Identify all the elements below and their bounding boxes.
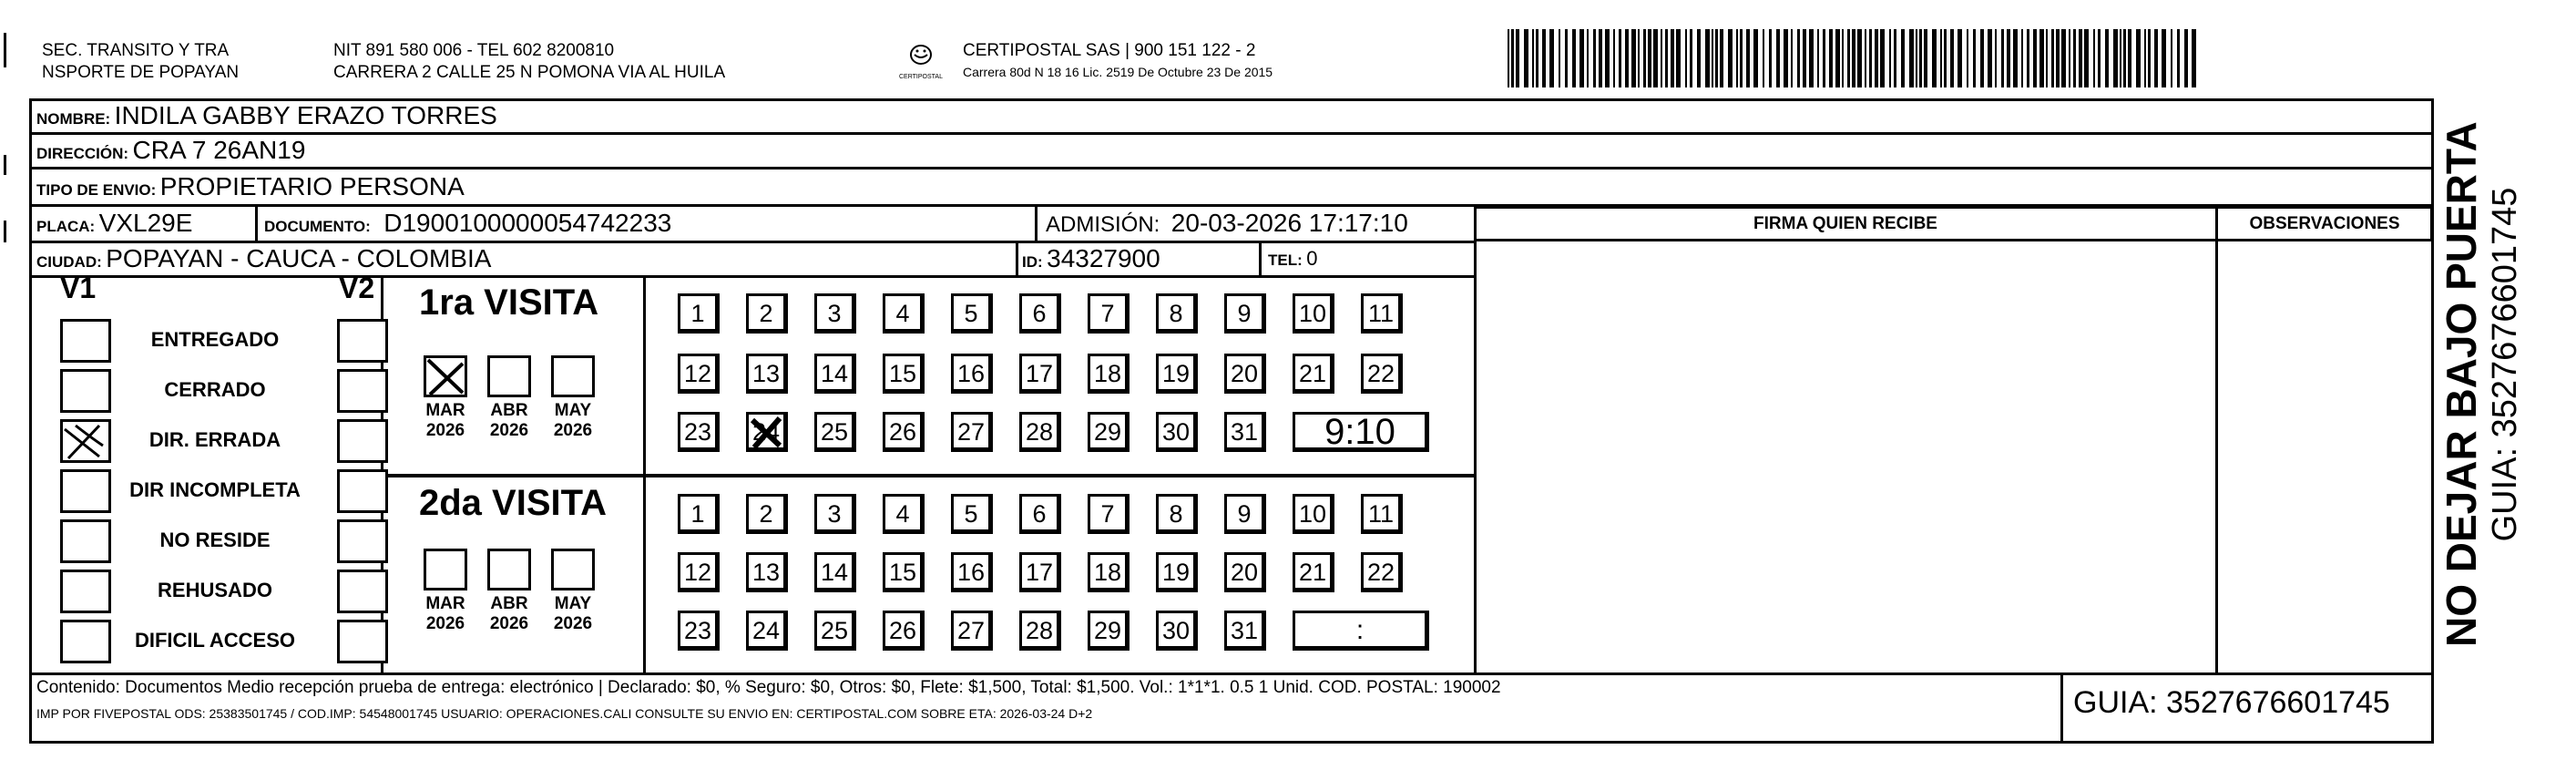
- svg-text:CERTIPOSTAL: CERTIPOSTAL: [899, 74, 943, 80]
- day-box[interactable]: 19: [1156, 552, 1198, 592]
- barcode-bar: [1549, 29, 1554, 87]
- barcode-bar: [1797, 29, 1800, 87]
- day-box[interactable]: 1: [678, 293, 720, 334]
- day-box[interactable]: 25: [814, 412, 856, 452]
- barcode-bar: [2113, 29, 2118, 87]
- day-box[interactable]: 8: [1156, 494, 1198, 534]
- barcode-bar: [1728, 29, 1733, 87]
- day-box[interactable]: 13: [746, 552, 788, 592]
- margin-mark: [4, 155, 6, 175]
- x-mark-icon: [749, 415, 785, 449]
- barcode-bar: [1648, 29, 1651, 87]
- barcode-bar: [1516, 29, 1519, 87]
- row-line: [29, 275, 1476, 278]
- barcode-bar: [1685, 29, 1687, 87]
- col-line: [1016, 241, 1018, 275]
- barcode-bar: [1676, 29, 1681, 87]
- barcode-bar: [2154, 29, 2158, 87]
- month-checkbox[interactable]: [424, 549, 467, 590]
- barcode-bar: [1631, 29, 1636, 87]
- barcode-bar: [2021, 29, 2023, 87]
- barcode-bar: [1559, 29, 1560, 87]
- barcode-bar: [1665, 29, 1668, 87]
- day-box[interactable]: 12: [678, 552, 720, 592]
- admision-value: 20-03-2026 17:17:10: [1170, 209, 1408, 237]
- placa-row: [36, 206, 192, 241]
- side-guia: GUIA: 3527676601745: [2486, 187, 2524, 542]
- day-box[interactable]: 28: [1019, 412, 1061, 452]
- day-box[interactable]: 14: [814, 354, 856, 394]
- day-box[interactable]: 11: [1361, 293, 1403, 334]
- nombre-value: INDILA GABBY ERAZO TORRES: [114, 101, 497, 129]
- reason-label: CERRADO: [164, 378, 266, 401]
- margin-mark: [4, 33, 6, 67]
- col-line: [255, 204, 258, 241]
- day-box[interactable]: 5: [951, 293, 993, 334]
- barcode-bar: [1809, 29, 1814, 87]
- nombre-label: NOMBRE:: [36, 110, 111, 128]
- barcode-bar: [1753, 29, 1758, 87]
- barcode-bar: [2123, 29, 2126, 87]
- barcode-bar: [1980, 29, 1984, 87]
- barcode-bar: [1638, 29, 1640, 87]
- v2-checkbox[interactable]: [337, 469, 388, 513]
- admision-label: ADMISIÓN:: [1046, 212, 1160, 237]
- nit-line: NIT 891 580 006 - TEL 602 8200810: [333, 41, 615, 60]
- month-label: MAY 2026: [553, 594, 593, 633]
- barcode-bar: [1690, 29, 1692, 87]
- first-visit-title: 1ra VISITA: [419, 282, 599, 323]
- barcode-bar: [1869, 29, 1872, 87]
- barcode-bar: [2027, 29, 2029, 87]
- barcode-bar: [1842, 29, 1844, 87]
- day-box[interactable]: 16: [951, 354, 993, 394]
- barcode-bar: [2120, 29, 2121, 87]
- day-box[interactable]: 22: [1361, 552, 1403, 592]
- ciudad-value: POPAYAN - CAUCA - COLOMBIA: [106, 244, 492, 272]
- day-box[interactable]: 9: [1224, 293, 1266, 334]
- courier-info: [963, 40, 1436, 82]
- barcode-bar: [1776, 29, 1780, 87]
- day-box[interactable]: 22: [1361, 354, 1403, 394]
- reason-label: DIR. ERRADA: [148, 428, 281, 451]
- direccion-value: CRA 7 26AN19: [132, 136, 306, 164]
- day-box[interactable]: 11: [1361, 494, 1403, 534]
- margin-mark: [4, 221, 6, 242]
- day-box[interactable]: 6: [1019, 293, 1061, 334]
- v1-checkbox[interactable]: [60, 369, 111, 413]
- col-line: [1474, 204, 1477, 672]
- documento-value: D1900100000054742233: [383, 209, 672, 237]
- day-box[interactable]: 17: [1019, 552, 1061, 592]
- v1-checkbox[interactable]: [60, 519, 111, 563]
- day-box[interactable]: 5: [951, 494, 993, 534]
- day-box[interactable]: 3: [814, 494, 856, 534]
- time-box[interactable]: 9:10: [1293, 412, 1429, 452]
- barcode-bar: [1740, 29, 1743, 87]
- barcode-bar: [1625, 29, 1629, 87]
- row-line: [29, 132, 2434, 135]
- barcode-bar: [1579, 29, 1584, 87]
- barcode-bar: [2128, 29, 2131, 87]
- day-box[interactable]: 18: [1088, 552, 1130, 592]
- direccion-label: DIRECCIÓN:: [36, 145, 129, 162]
- barcode-bar: [2192, 29, 2196, 87]
- barcode-bar: [1909, 29, 1914, 87]
- v1-checkbox[interactable]: [60, 419, 111, 463]
- reason-label: DIR INCOMPLETA: [129, 478, 301, 501]
- barcode-bar: [1835, 29, 1840, 87]
- side-warning: NO DEJAR BAJO PUERTA: [2438, 121, 2485, 647]
- id-cell: [1022, 241, 1160, 275]
- barcode-bar: [1532, 29, 1534, 87]
- sender-org-line1: SEC. TRANSITO Y TRA: [42, 41, 230, 60]
- day-box[interactable]: 9: [1224, 494, 1266, 534]
- id-label: ID:: [1022, 253, 1043, 271]
- barcode-bar: [1619, 29, 1621, 87]
- row-line: [1474, 239, 2434, 241]
- month-checkbox[interactable]: [551, 355, 595, 397]
- day-box[interactable]: 23: [678, 611, 720, 651]
- day-box[interactable]: 13: [746, 354, 788, 394]
- id-value: 34327900: [1047, 244, 1160, 272]
- day-box[interactable]: 31: [1224, 611, 1266, 651]
- barcode-bar: [1944, 29, 1947, 87]
- day-box[interactable]: 29: [1088, 412, 1130, 452]
- footer-content: [36, 676, 2054, 727]
- barcode-bar: [1803, 29, 1806, 87]
- second-visit-title: 2da VISITA: [419, 483, 607, 523]
- day-box[interactable]: 25: [814, 611, 856, 651]
- day-box[interactable]: 14: [814, 552, 856, 592]
- sender-contact: [333, 40, 916, 84]
- tel-value: 0: [1306, 247, 1318, 270]
- ciudad-label: CIUDAD:: [36, 253, 102, 271]
- v1-checkbox[interactable]: [60, 469, 111, 513]
- barcode-bar: [1847, 29, 1850, 87]
- barcode-bar: [1916, 29, 1917, 87]
- reason-label: REHUSADO: [158, 579, 272, 601]
- day-box[interactable]: 1: [678, 494, 720, 534]
- barcode-bar: [1587, 29, 1589, 87]
- barcode-bar: [1958, 29, 1962, 87]
- day-box[interactable]: 20: [1224, 552, 1266, 592]
- barcode-bar: [2039, 29, 2044, 87]
- reason-label: DIFICIL ACCESO: [134, 629, 295, 652]
- month-checkbox[interactable]: [487, 355, 531, 397]
- barcode-bar: [1865, 29, 1866, 87]
- barcode-bar: [1932, 29, 1937, 87]
- barcode-bar: [2084, 29, 2089, 87]
- barcode-bar: [1857, 29, 1862, 87]
- day-box[interactable]: 17: [1019, 354, 1061, 394]
- barcode-bar: [1736, 29, 1738, 87]
- barcode-bar: [2093, 29, 2095, 87]
- barcode-bar: [1880, 29, 1885, 87]
- placa-label: PLACA:: [36, 218, 96, 235]
- day-box[interactable]: 27: [951, 611, 993, 651]
- direccion-row: [36, 134, 305, 167]
- day-box[interactable]: 4: [883, 494, 925, 534]
- address-line: CARRERA 2 CALLE 25 N POMONA VIA AL HUILA: [333, 63, 726, 82]
- barcode-bar: [1919, 29, 1922, 87]
- barcode-bar: [2105, 29, 2109, 87]
- barcode-bar: [1524, 29, 1528, 87]
- day-box[interactable]: 21: [1293, 354, 1334, 394]
- tipo-row: [36, 169, 465, 204]
- barcode-bar: [2001, 29, 2004, 87]
- barcode-bar: [1536, 29, 1538, 87]
- month-label: MAR 2026: [425, 401, 465, 440]
- barcode-bar: [1769, 29, 1772, 87]
- barcode-bar: [1565, 29, 1568, 87]
- barcode-bar: [1572, 29, 1576, 87]
- day-box[interactable]: 23: [678, 412, 720, 452]
- nombre-row: [36, 99, 497, 132]
- v1-label: V1: [60, 272, 97, 304]
- day-box[interactable]: 2: [746, 494, 788, 534]
- barcode-bar: [1829, 29, 1833, 87]
- day-box[interactable]: 26: [883, 611, 925, 651]
- barcode-bar: [2177, 29, 2180, 87]
- day-box[interactable]: 24: [746, 611, 788, 651]
- day-box[interactable]: 12: [678, 354, 720, 394]
- day-box[interactable]: 30: [1156, 412, 1198, 452]
- barcode-bar: [1746, 29, 1750, 87]
- barcode-bar: [2184, 29, 2188, 87]
- v2-checkbox[interactable]: [337, 319, 388, 363]
- day-box[interactable]: 4: [883, 293, 925, 334]
- day-box[interactable]: 10: [1293, 494, 1334, 534]
- barcode-bar: [2171, 29, 2172, 87]
- barcode-bar: [1823, 29, 1825, 87]
- barcode-bar: [1643, 29, 1646, 87]
- day-box[interactable]: 6: [1019, 494, 1061, 534]
- barcode-bar: [1653, 29, 1658, 87]
- col-line: [2215, 204, 2218, 672]
- barcode-bar: [1542, 29, 1546, 87]
- tipo-label: TIPO DE ENVIO:: [36, 181, 157, 199]
- barcode-bar: [1875, 29, 1878, 87]
- day-box[interactable]: 2: [746, 293, 788, 334]
- tipo-value: PROPIETARIO PERSONA: [159, 172, 465, 200]
- firma-header: FIRMA QUIEN RECIBE: [1753, 214, 1937, 233]
- v2-checkbox[interactable]: [337, 519, 388, 563]
- barcode-bar: [2056, 29, 2060, 87]
- ciudad-row: [36, 241, 491, 275]
- barcode-bar: [1511, 29, 1514, 87]
- day-box[interactable]: 8: [1156, 293, 1198, 334]
- barcode-bar: [2013, 29, 2018, 87]
- v1-checkbox[interactable]: [60, 319, 111, 363]
- v2-checkbox[interactable]: [337, 570, 388, 613]
- footer-line2: IMP POR FIVEPOSTAL ODS: 25383501745 / COD.IMP: 54548001745 USUARIO: OPERACIONES.CALI CONSULTE SU ENVIO EN: CERTIPOSTAL.COM SOBRE ETA: 2026-03-24 D+2: [36, 706, 1093, 721]
- v2-label: V2: [339, 272, 375, 304]
- barcode-bar: [1705, 29, 1710, 87]
- day-box[interactable]: 7: [1088, 293, 1130, 334]
- reason-label: ENTREGADO: [150, 328, 280, 351]
- month-checkbox[interactable]: [424, 355, 467, 397]
- admision-cell: [1046, 206, 1408, 241]
- month-checkbox[interactable]: [551, 549, 595, 590]
- barcode-bar: [2061, 29, 2066, 87]
- day-box[interactable]: 31: [1224, 412, 1266, 452]
- barcode-bar: [2046, 29, 2048, 87]
- day-box[interactable]: 30: [1156, 611, 1198, 651]
- col-line: [1035, 204, 1038, 241]
- month-label: ABR 2026: [489, 594, 529, 633]
- day-box[interactable]: 15: [883, 354, 925, 394]
- barcode-bar: [1817, 29, 1819, 87]
- sender-org-line2: NSPORTE DE POPAYAN: [42, 63, 240, 82]
- day-box[interactable]: 21: [1293, 552, 1334, 592]
- reason-label: NO RESIDE: [159, 529, 271, 551]
- day-box[interactable]: 19: [1156, 354, 1198, 394]
- barcode-bar: [1697, 29, 1701, 87]
- barcode-bar: [1889, 29, 1891, 87]
- barcode-bar: [1720, 29, 1723, 87]
- documento-label: DOCUMENTO:: [264, 218, 371, 235]
- day-box[interactable]: 10: [1293, 293, 1334, 334]
- barcode-bar: [1950, 29, 1954, 87]
- day-box[interactable]: 16: [951, 552, 993, 592]
- barcode: [1508, 29, 2200, 87]
- barcode-bar: [2148, 29, 2151, 87]
- barcode-bar: [1605, 29, 1610, 87]
- tel-cell: [1268, 241, 1317, 275]
- v2-checkbox[interactable]: [337, 620, 388, 663]
- day-box[interactable]: 20: [1224, 354, 1266, 394]
- barcode-bar: [1599, 29, 1602, 87]
- barcode-bar: [1894, 29, 1896, 87]
- certipostal-logo: [897, 40, 945, 84]
- barcode-bar: [2144, 29, 2146, 87]
- day-box[interactable]: 27: [951, 412, 993, 452]
- placa-value: VXL29E: [98, 209, 193, 237]
- month-label: MAY 2026: [553, 401, 593, 440]
- barcode-bar: [1661, 29, 1662, 87]
- day-box[interactable]: 29: [1088, 611, 1130, 651]
- tel-label: TEL:: [1268, 252, 1303, 269]
- month-label: MAR 2026: [425, 594, 465, 633]
- barcode-bar: [1508, 29, 1509, 87]
- day-box[interactable]: 15: [883, 552, 925, 592]
- day-box[interactable]: 26: [883, 412, 925, 452]
- barcode-bar: [1712, 29, 1713, 87]
- documento-cell: [264, 206, 671, 241]
- observaciones-header: OBSERVACIONES: [2249, 214, 2400, 233]
- v1-checkbox[interactable]: [60, 570, 111, 613]
- barcode-bar: [1967, 29, 1968, 87]
- barcode-bar: [2162, 29, 2166, 87]
- month-label: ABR 2026: [489, 401, 529, 440]
- row-line: [381, 474, 1474, 477]
- barcode-bar: [1715, 29, 1718, 87]
- row-line: [29, 672, 2434, 675]
- day-box[interactable]: 24: [746, 412, 788, 452]
- v2-checkbox[interactable]: [337, 419, 388, 463]
- col-line: [1259, 241, 1262, 275]
- barcode-bar: [2098, 29, 2101, 87]
- barcode-bar: [2136, 29, 2141, 87]
- footer-line1: Contenido: Documentos Medio recepción prueba de entrega: electrónico | Declarado: $0, % Seguro: $0, Otros: $0, Flete: $1,500, Total: $1,500. Vol.: 1*1*1. 0.5 1 Unid. COD. POSTAL: 190002: [36, 678, 1501, 697]
- barcode-bar: [1784, 29, 1788, 87]
- day-box[interactable]: 3: [814, 293, 856, 334]
- check-mark-icon: [63, 422, 108, 460]
- day-box[interactable]: 28: [1019, 611, 1061, 651]
- barcode-bar: [1924, 29, 1927, 87]
- month-checkbox[interactable]: [487, 549, 531, 590]
- barcode-bar: [1973, 29, 1976, 87]
- barcode-bar: [2007, 29, 2010, 87]
- col-line: [2060, 672, 2063, 744]
- footer-guia: GUIA: 3527676601745: [2073, 685, 2390, 720]
- barcode-bar: [1940, 29, 1942, 87]
- barcode-bar: [1852, 29, 1855, 87]
- barcode-bar: [1995, 29, 1997, 87]
- barcode-bar: [1763, 29, 1764, 87]
- day-box[interactable]: 18: [1088, 354, 1130, 394]
- barcode-bar: [1988, 29, 1992, 87]
- barcode-bar: [2079, 29, 2082, 87]
- v2-checkbox[interactable]: [337, 369, 388, 413]
- courier-line2: Carrera 80d N 18 16 Lic. 2519 De Octubre 23 De 2015: [963, 65, 1273, 79]
- barcode-bar: [2033, 29, 2037, 87]
- day-box[interactable]: 7: [1088, 494, 1130, 534]
- barcode-bar: [2069, 29, 2070, 87]
- v1-checkbox[interactable]: [60, 620, 111, 663]
- barcode-bar: [2051, 29, 2054, 87]
- barcode-bar: [2073, 29, 2076, 87]
- time-box[interactable]: :: [1293, 611, 1429, 651]
- x-mark-icon: [426, 358, 466, 396]
- barcode-bar: [1593, 29, 1596, 87]
- barcode-bar: [1791, 29, 1793, 87]
- sender-org: [42, 40, 315, 84]
- barcode-bar: [1613, 29, 1615, 87]
- courier-line1: CERTIPOSTAL SAS | 900 151 122 - 2: [963, 41, 1256, 60]
- barcode-bar: [1901, 29, 1905, 87]
- barcode-bar: [1671, 29, 1674, 87]
